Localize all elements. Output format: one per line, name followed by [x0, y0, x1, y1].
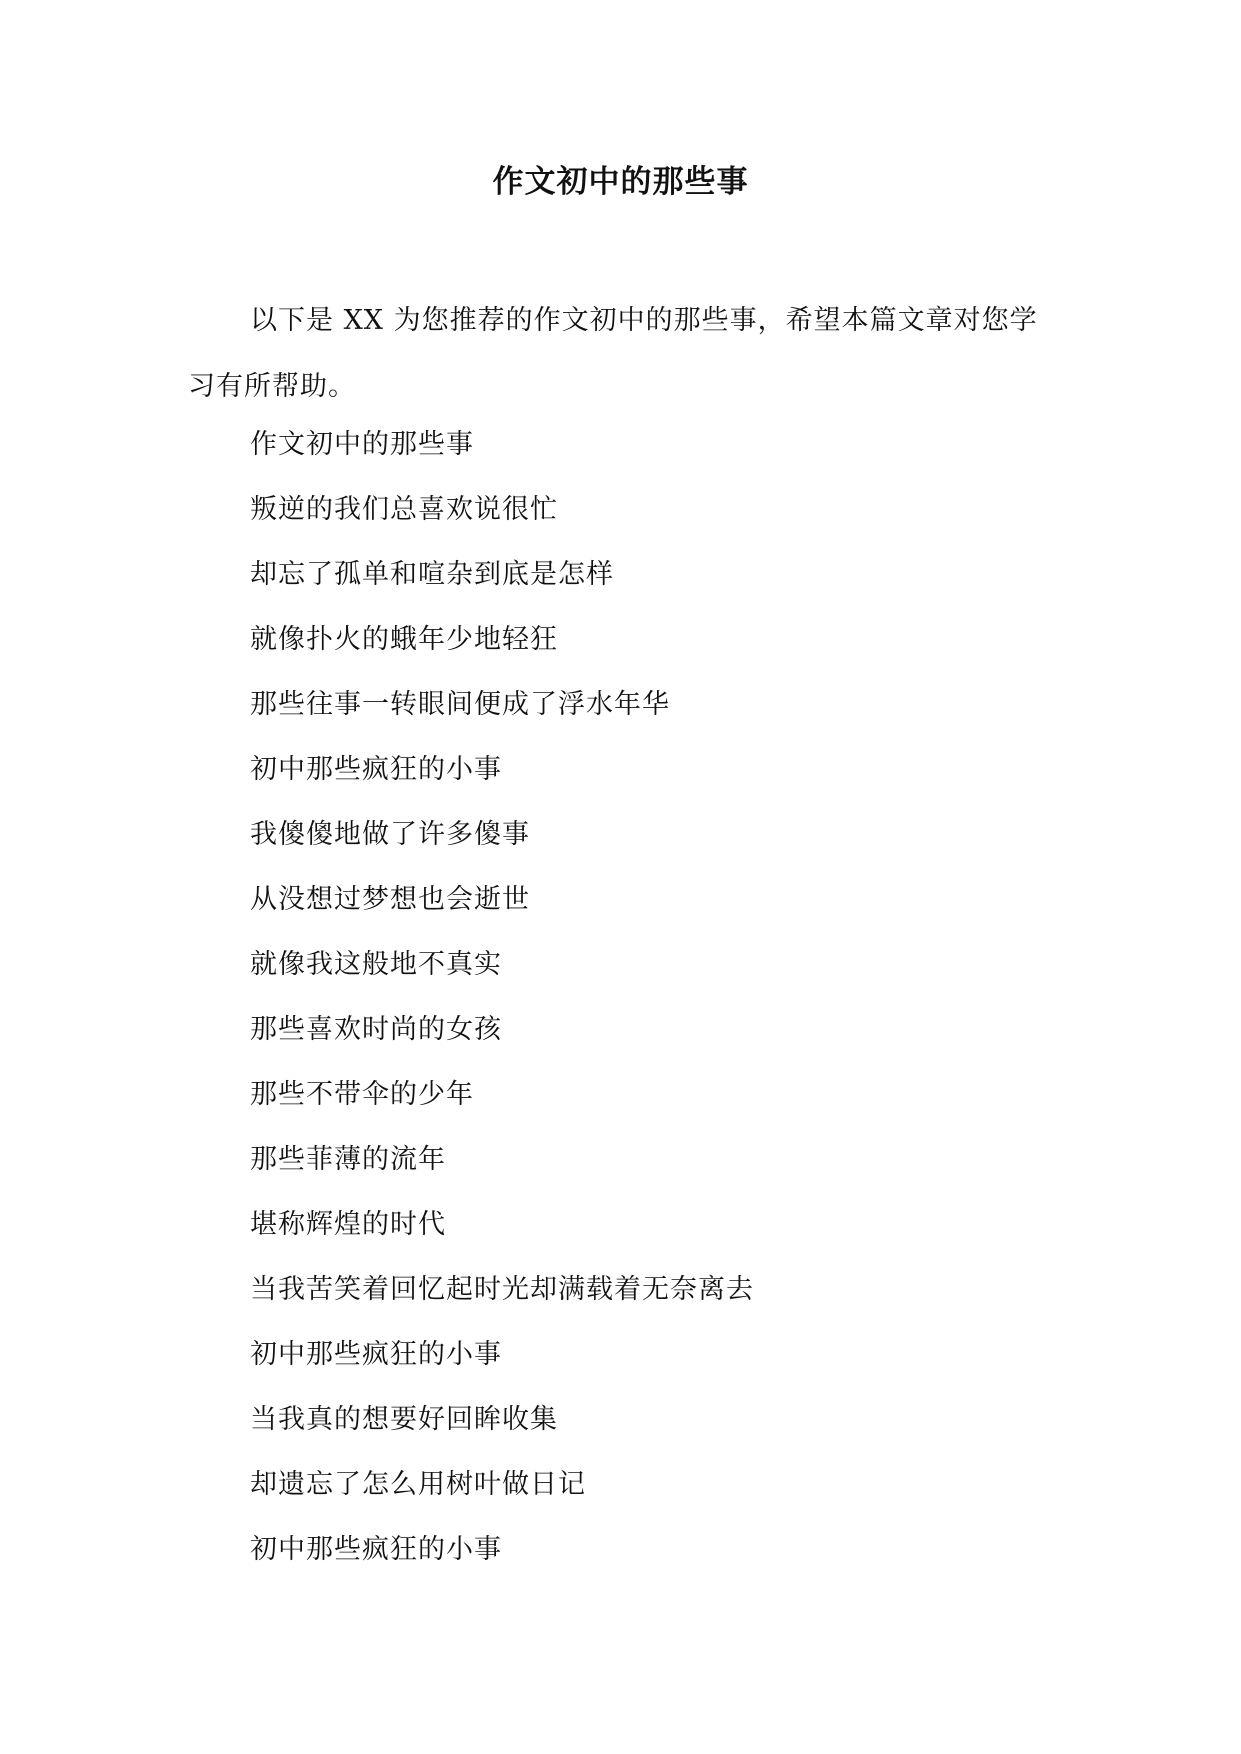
poem-line: 初中那些疯狂的小事 — [250, 1339, 502, 1370]
poem-line: 就像我这般地不真实 — [250, 949, 502, 980]
poem-line: 却遗忘了怎么用树叶做日记 — [250, 1469, 586, 1500]
poem-line: 就像扑火的蛾年少地轻狂 — [250, 624, 558, 655]
poem-line: 我傻傻地做了许多傻事 — [250, 819, 530, 850]
poem-line: 却忘了孤单和喧杂到底是怎样 — [250, 559, 614, 590]
poem-lines — [250, 412, 1050, 1582]
poem-line: 作文初中的那些事 — [250, 429, 474, 460]
poem-line: 堪称辉煌的时代 — [250, 1209, 446, 1240]
poem-line: 那些往事一转眼间便成了浮水年华 — [250, 689, 670, 720]
poem-line: 初中那些疯狂的小事 — [250, 1534, 502, 1565]
poem-line: 当我真的想要好回眸收集 — [250, 1404, 558, 1435]
poem-line: 当我苦笑着回忆起时光却满载着无奈离去 — [250, 1274, 754, 1305]
poem-line: 初中那些疯狂的小事 — [250, 754, 502, 785]
poem-line: 从没想过梦想也会逝世 — [250, 884, 530, 915]
poem-line: 叛逆的我们总喜欢说很忙 — [250, 494, 558, 525]
intro-paragraph: 以下是 XX 为您推荐的作文初中的那些事，希望本篇文章对您学习有所帮助。 — [188, 305, 1038, 402]
poem-line: 那些不带伞的少年 — [250, 1079, 474, 1110]
poem-line: 那些菲薄的流年 — [250, 1144, 446, 1175]
poem-line: 那些喜欢时尚的女孩 — [250, 1014, 502, 1045]
document-title: 作文初中的那些事 — [492, 164, 749, 200]
